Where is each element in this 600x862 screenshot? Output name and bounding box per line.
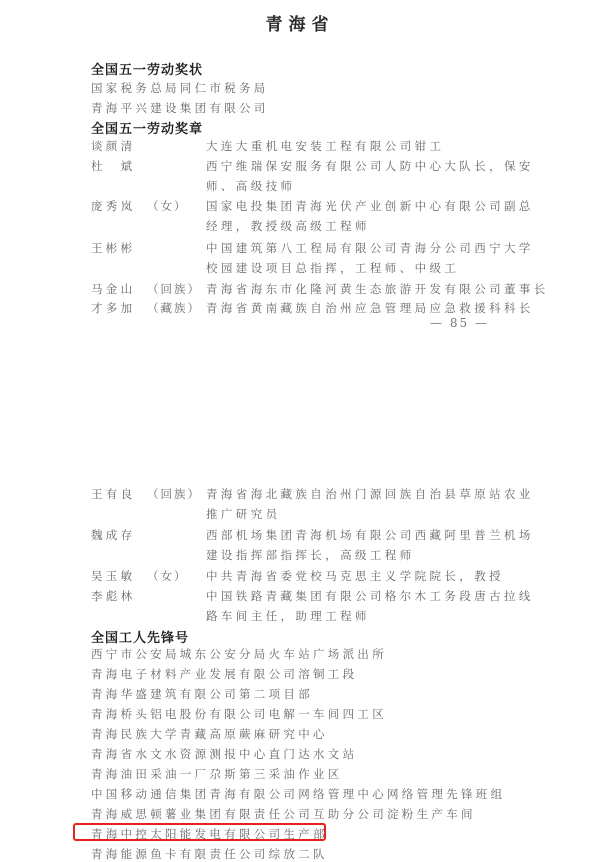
person-ethnic: （回族） [147,282,201,296]
person-ethnic: （女） [147,569,188,583]
page-title: 青海省 [265,15,335,35]
page-number: — 85 — [430,316,489,330]
list-item-highlighted: 青海中控太阳能发电有限公司生产部 [91,827,328,841]
list-item: 青海省水文水资源测报中心直门达水文站 [91,747,358,761]
person-desc-cont: 建设指挥部指挥长，高级工程师 [206,548,415,562]
person-name: 李彪林 [91,589,136,603]
list-item: 中国移动通信集团青海有限公司网络管理中心网络管理先锋班组 [91,787,506,801]
list-item: 青海油田采油一厂尕斯第三采油作业区 [91,767,343,781]
section-heading-labor-award: 全国五一劳动奖状 [91,63,204,78]
person-name: 王有良 [91,487,136,501]
person-ethnic: （女） [147,199,188,213]
list-item: 青海民族大学青藏高原蕨麻研究中心 [91,727,328,741]
person-name: 才多加 [91,301,136,315]
highlight-box [73,823,326,841]
list-item: 青海能源鱼卡有限责任公司综放二队 [91,847,328,861]
person-desc: 中国铁路青藏集团有限公司格尔木工务段唐古拉线 [206,589,534,603]
list-item: 青海桥头铝电股份有限公司电解一车间四工区 [91,707,387,721]
person-desc: 中国建筑第八工程局有限公司青海分公司西宁大学 [206,241,534,255]
list-item: 青海威思顿薯业集团有限责任公司互助分公司淀粉生产车间 [91,807,476,821]
person-desc: 中共青海省委党校马克思主义学院院长，教授 [206,569,504,583]
person-desc: 西宁维瑞保安服务有限公司人防中心大队长，保安 [206,159,534,173]
person-name: 杜 斌 [91,159,136,173]
person-desc-cont: 师、高级技师 [206,179,296,193]
section-heading-worker-pioneer: 全国工人先锋号 [91,631,190,646]
person-name: 庞秀岚 [91,199,136,213]
person-ethnic: （回族） [147,487,201,501]
list-item: 青海电子材料产业发展有限公司溶铜工段 [91,667,358,681]
person-name: 魏成存 [91,528,136,542]
list-item: 国家税务总局同仁市税务局 [91,81,269,95]
person-desc-cont: 推广研究员 [206,507,281,521]
person-desc: 大连大重机电安装工程有限公司钳工 [206,139,445,153]
person-desc-cont: 路车间主任，助理工程师 [206,609,370,623]
person-name: 马金山 [91,282,136,296]
person-ethnic: （藏族） [147,301,201,315]
person-name: 王彬彬 [91,241,136,255]
list-item: 青海平兴建设集团有限公司 [91,101,269,115]
person-desc-cont: 校园建设项目总指挥，工程师、中级工 [206,261,460,275]
person-desc: 青海省海北藏族自治州门源回族自治县草原站农业 [206,487,534,501]
person-desc-cont: 经理，教授级高级工程师 [206,219,370,233]
person-desc: 西部机场集团青海机场有限公司西藏阿里普兰机场 [206,528,534,542]
section-heading-labor-medal: 全国五一劳动奖章 [91,122,204,137]
person-name: 谈颜清 [91,139,136,153]
list-item: 西宁市公安局城东公安分局火车站广场派出所 [91,647,387,661]
person-name: 吴玉敏 [91,569,136,583]
person-desc: 青海省黄南藏族自治州应急管理局应急救援科科长 [206,301,534,315]
person-desc: 国家电投集团青海光伏产业创新中心有限公司副总 [206,199,534,213]
list-item: 青海华盛建筑有限公司第二项目部 [91,687,313,701]
person-desc: 青海省海东市化隆河黄生态旅游开发有限公司董事长 [206,282,549,296]
